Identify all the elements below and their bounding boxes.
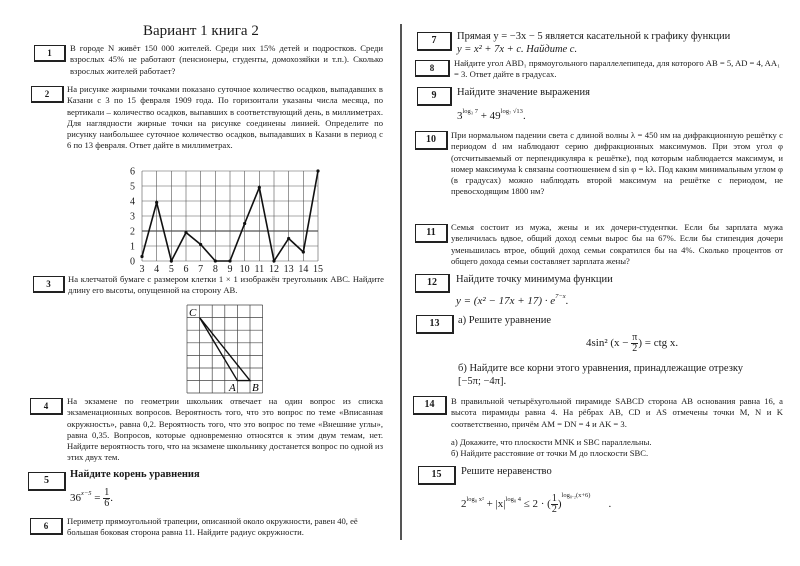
task-13-formula: 4sin² (x − $\frac{\pi}{2}$ ) = ctg x. [586,332,679,354]
task-13-part-a: а) Решите уравнение [458,315,552,326]
task-5-text: Найдите корень уравнения [70,469,200,480]
task-14-part-a: а) Докажите, что плоскости MNK и SBC параллельны. [451,437,652,447]
task-15-text: Решите неравенство [461,466,552,477]
task-13-part-b: б) Найдите все корни этого уравнения, принадлежащие отрезку [−5π; −4π]. [458,363,744,387]
chart-y-ticks [130,167,135,268]
task-3-text: На клетчатой бумаге с размером клетки 1 × 1 изображён треугольник ABC. Найдите длину его высоты, опущенной на сторону AB. [68,274,384,296]
task-number-12: 12 [415,274,450,293]
task-12-formula: $y = (x^2 - 17x + 17) \cdot e^{7-x}$. [456,293,569,307]
chart-x-ticks [140,264,324,273]
task-10-text: При нормальном падении света с длиной волны λ = 450 нм на дифракционную решётку с периодом d нм наблюдают серию дифракционных максимумов. При этом угол φ (отсчитываемый от перпендикуляра к решётке), под которым наблюдается максимум, и номер максимума k связаны соотношением d sin φ = kλ. Под каким минимальным углом φ (в градусах) можно наблюдать второй максимум на решётке с периодом, не превосходящим 1800 нм? [451,130,783,197]
svg-text:2: 2 [130,226,135,238]
svg-text:4: 4 [130,196,135,208]
task-7-line1: Прямая y = −3x − 5 является касательной к графику функции [457,31,731,42]
task-9-formula: $3^{log_3 7} + 49^{log_7 √13}$. [457,108,526,122]
page-title: Вариант 1 книга 2 [143,23,259,39]
svg-text:6: 6 [183,264,189,273]
task-number-7: 7 [417,32,452,51]
svg-text:3: 3 [139,264,145,273]
task-9-text: Найдите значение выражения [457,87,590,98]
svg-text:14: 14 [298,264,309,273]
task-5-formula: $36^{x-5}$ = $\frac{1}{6}$ . [70,487,113,509]
svg-text:9: 9 [227,264,233,273]
task-number-8: 8 [415,60,450,77]
task-1-text: В городе N живёт 150 000 жителей. Среди них 15% детей и подростков. Среди взрослых 45% не работают (пенсионеры, студенты, домохозяйки и т.п.). Сколько взрослых жителей работает? [70,43,383,76]
task-number-4: 4 [30,398,63,415]
column-divider [400,24,402,540]
svg-text:7: 7 [198,264,204,273]
task-14-text: В правильной четырёхугольной пирамиде SABCD сторона AB основания равна 16, а высота пирамиды равна 4. На рёбрах AB, CD и AS отмечены точки M, N и K соответственно, причём AM = DN = 4 и AK = 3. [451,396,783,429]
task-14-part-b: б) Найдите расстояние от точки M до плоскости SBC. [451,448,649,458]
svg-text:6: 6 [130,166,135,178]
svg-text:3: 3 [130,211,135,223]
task-11-text: Семья состоит из мужа, жены и их дочери-студентки. Если бы зарплата мужа увеличилась вдвое, общий доход семьи вырос бы на 67%. Если бы стипендия дочери уменьшилась втрое, общий доход семьи сократился бы на 4%. Сколько процентов от общего дохода семьи составляет зарплата жены? [451,222,783,266]
task-number-3: 3 [33,276,65,293]
task-number-5: 5 [28,472,66,491]
task-12-text: Найдите точку минимума функции [456,274,613,285]
task-number-14: 14 [413,396,447,415]
task-number-13: 13 [416,315,454,334]
svg-text:10: 10 [239,264,250,273]
svg-text:8: 8 [212,264,218,273]
svg-text:5: 5 [130,181,135,193]
task-4-text: На экзамене по геометрии школьник отвечает на один вопрос из списка экзаменационных вопросов. Вероятность того, что это вопрос по теме «Вписанная окружность», равна 0,2. Вероятность того, что это вопрос по теме «Внешние углы», равна 0,35. Вопросов, которые одновременно относятся к этим двум темам, нет. Найдите вероятность того, что на экзамене школьнику достанется вопрос по одной из этих двух тем. [67,396,383,463]
task-2-text: На рисунке жирными точками показано суточное количество осадков, выпадавших в Казани с 3 по 15 февраля 1909 года. По горизонтали указаны числа месяца, по вертикали – количество осадков, выпавших в соответствующий день, в миллиметрах. Для наглядности жирные точки на рисунке соединены линией. Определите по рисунку наибольшее суточное количество осадков, выпадавших в Казани в период с 6 по 13 февраля. Ответ дайте в миллиметрах. [67,84,383,151]
task-number-2: 2 [31,86,64,103]
label-a: A [229,382,236,394]
precipitation-chart [126,163,326,273]
task-number-15: 15 [418,466,456,485]
task-number-6: 6 [30,518,63,535]
label-b: B [252,382,259,394]
svg-text:5: 5 [168,264,174,273]
svg-text:0: 0 [130,256,135,268]
svg-text:1: 1 [130,241,135,253]
svg-text:11: 11 [254,264,265,273]
task-6-text: Периметр прямоугольной трапеции, описанной около окружности, равен 40, её большая боковая сторона равна 11. Найдите радиус окружности. [67,516,358,538]
task-number-9: 9 [417,87,452,106]
triangle-grid-figure [186,304,266,394]
task-number-1: 1 [34,45,66,62]
task-number-10: 10 [415,131,448,150]
svg-text:12: 12 [269,264,279,273]
task-8-text: Найдите угол ABD₁ прямоугольного параллелепипеда, для которого AB = 5, AD = 4, AA₁ = 3. Ответ дайте в градусах. [454,58,781,80]
task-7-line2: y = x² + 7x + c. Найдите c. [457,44,578,55]
label-c: C [189,307,197,319]
svg-text:15: 15 [313,264,323,273]
svg-text:13: 13 [283,264,294,273]
task-15-formula: $2^{log_8 x^2} + |x|^{log_8 4} \le 2$ · ( $\frac{1}{2}$ )$^{log_0._2(x+6)}$. [461,492,612,515]
task-number-11: 11 [415,224,448,243]
svg-text:4: 4 [154,264,160,273]
